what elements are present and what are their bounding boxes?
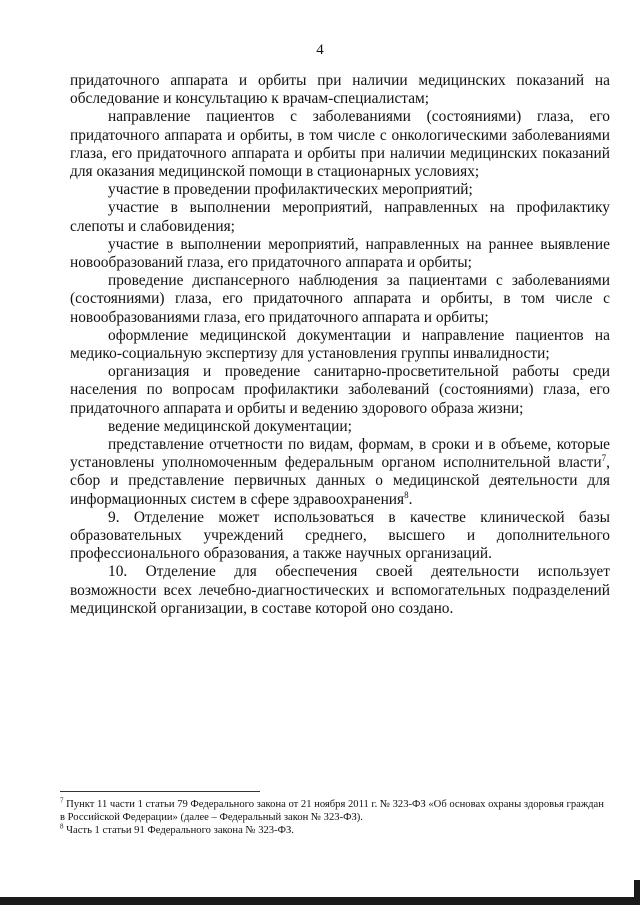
footnote-ref-7[interactable]: 7 bbox=[601, 453, 607, 464]
paragraph: оформление медицинской документации и направление пациентов на медико-социальную экспертизу для установления группы инвалидности; bbox=[70, 326, 610, 363]
paragraph-clause-9: 9. Отделение может использоваться в качестве клинической базы образовательных учреждений среднего, высшего и дополнительного профессионального образования, а также научных организаций. bbox=[70, 508, 610, 563]
paragraph-with-footnotes bbox=[70, 436, 610, 509]
footnote-text: Часть 1 статьи 91 Федерального закона № 323-ФЗ. bbox=[63, 825, 294, 836]
footnotes bbox=[60, 798, 610, 837]
paragraph-text: . bbox=[408, 490, 413, 508]
paragraph: участие в выполнении мероприятий, направленных на профилактику слепоты и слабовидения; bbox=[70, 199, 610, 235]
footnote-text: Пункт 11 части 1 статьи 79 Федерального закона от 21 ноября 2011 г. № 323-ФЗ «Об основах охраны здоровья граждан в Российской Федерации» (далее – Федеральный закон № 323-ФЗ). bbox=[60, 799, 604, 823]
footnote-8 bbox=[60, 824, 610, 837]
paragraph: придаточного аппарата и орбиты при наличии медицинских показаний на обследование и консультацию к врачам-специалистам; bbox=[70, 72, 610, 108]
footnote-mark: 7 bbox=[60, 796, 64, 805]
footnote-ref-8[interactable]: 8 bbox=[404, 489, 409, 500]
scan-edge-shadow bbox=[0, 897, 640, 905]
footnote-separator bbox=[60, 791, 260, 792]
footnote-mark: 8 bbox=[60, 822, 64, 831]
paragraph-clause-10: 10. Отделение для обеспечения своей деятельности использует возможности всех лечебно-диагностических и вспомогательных подразделений медицинской организации, в составе которой оно создано. bbox=[70, 563, 610, 617]
footnote-7 bbox=[60, 798, 610, 824]
page-number: 4 bbox=[316, 42, 324, 58]
paragraph: ведение медицинской документации; bbox=[108, 417, 352, 435]
paragraph-text: представление отчетности по видам, формам, в сроки и в объеме, которые установлены уполномоченным федеральным органом исполнительной власти bbox=[70, 436, 610, 472]
scan-edge-mark bbox=[634, 880, 640, 905]
document-body bbox=[70, 72, 610, 618]
paragraph: направление пациентов с заболеваниями (состояниями) глаза, его придаточного аппарата и орбиты, в том числе с онкологическими заболеваниями глаза, его придаточного аппарата и орбиты при наличии медицинских показаний для оказания медицинской помощи в стационарных условиях; bbox=[70, 108, 610, 181]
paragraph: организация и проведение санитарно-просветительной работы среди населения по вопросам профилактики заболеваний (состояниями) глаза, его придаточного аппарата и орбиты и ведению здорового образа жизни; bbox=[70, 363, 610, 417]
paragraph-text: , сбор и представление первичных данных о медицинской деятельности для информационных систем в сфере здравоохранения bbox=[70, 454, 610, 508]
paragraph: участие в проведении профилактических мероприятий; bbox=[108, 181, 473, 199]
paragraph: участие в выполнении мероприятий, направленных на раннее выявление новообразований глаза, его придаточного аппарата и орбиты; bbox=[70, 235, 610, 272]
paragraph: проведение диспансерного наблюдения за пациентами с заболеваниями (состояниями) глаза, его придаточного аппарата и орбиты, в том числе с новообразованиями глаза, его придаточного аппарата и орбиты; bbox=[70, 272, 610, 326]
